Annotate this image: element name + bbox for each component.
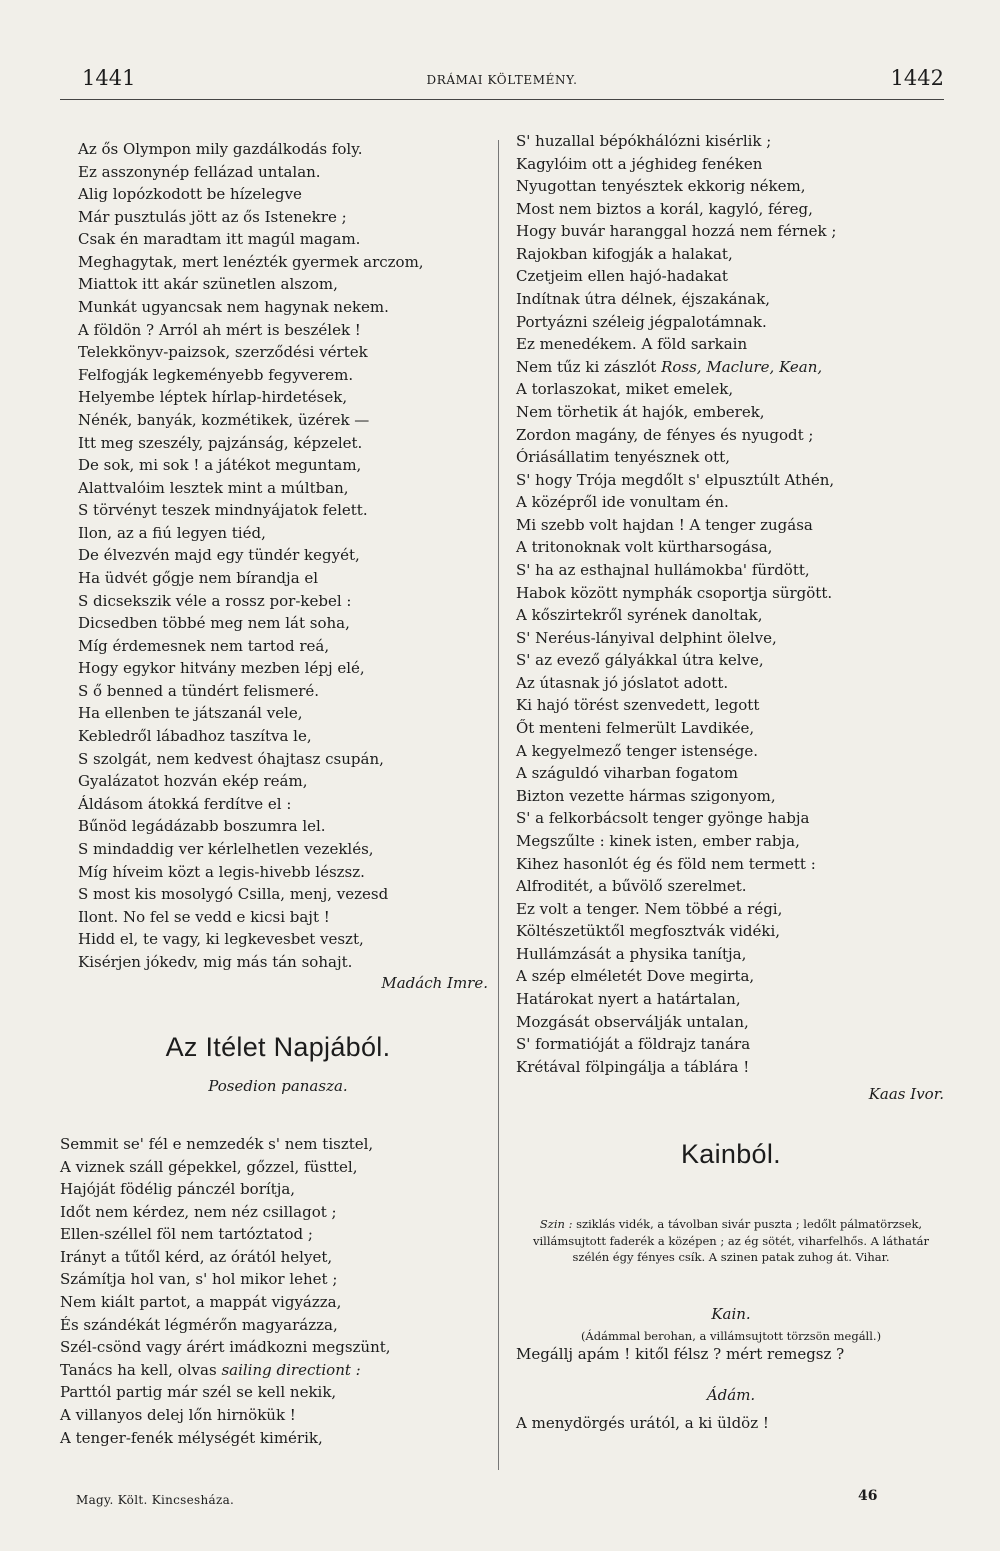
poem-line-text: Bűnöd legádázabb boszumra lel. bbox=[78, 817, 326, 836]
poem-line bbox=[60, 1268, 490, 1291]
poem-line-text: Kihez hasonlót ég és föld nem termett : bbox=[516, 854, 816, 873]
poem-line bbox=[60, 1381, 490, 1404]
poem-line-text: Nem törhetik át hajók, emberek, bbox=[516, 402, 765, 421]
poem-line bbox=[516, 130, 946, 153]
poem-line-text: S törvényt teszek mindnyájatok felett. bbox=[78, 501, 368, 520]
poem-line-text: Hidd el, te vagy, ki legkevesbet veszt, bbox=[78, 930, 364, 949]
poem-line bbox=[516, 898, 946, 921]
poem-line-text: Szél-csönd vagy árért imádkozni megszünt, bbox=[60, 1338, 391, 1357]
poem-line bbox=[516, 288, 946, 311]
poem-line bbox=[78, 409, 488, 432]
poem-line bbox=[78, 138, 488, 161]
poem-line bbox=[78, 161, 488, 184]
poem-line bbox=[78, 273, 488, 296]
poem-line-text: A tritonoknak volt kürtharsogása, bbox=[516, 538, 773, 557]
poem-line-text: Alfroditét, a bűvölő szerelmet. bbox=[516, 877, 747, 896]
poem-line-text: Hogy egykor hitvány mezben lépj elé, bbox=[78, 659, 365, 678]
poem-line-text: S' huzallal bépókhálózni kisérlik ; bbox=[516, 132, 772, 150]
poem-line-text: Az ős Olympon mily gazdálkodás foly. bbox=[78, 140, 363, 158]
poem-line bbox=[516, 920, 946, 943]
poem-line-text: Kagylóim ott a jéghideg fenéken bbox=[516, 154, 763, 173]
poem-line bbox=[516, 514, 946, 537]
poem-line bbox=[78, 612, 488, 635]
poem-line-text: Csak én maradtam itt magúl magam. bbox=[78, 230, 361, 249]
poem-line-text: Határokat nyert a határtalan, bbox=[516, 989, 741, 1008]
poem-line-text: Ha ellenben te játszanál vele, bbox=[78, 704, 303, 723]
poem-line-text: Czetjeim ellen hajó-hadakat bbox=[516, 267, 728, 286]
poem-line-text: Őt menteni felmerült Lavdikée, bbox=[516, 719, 755, 738]
poem-line-text: S' Neréus-lányival delphint ölelve, bbox=[516, 628, 777, 647]
poem-line bbox=[516, 243, 946, 266]
poem-line-text: Mozgását observálják untalan, bbox=[516, 1012, 749, 1031]
poem-line bbox=[516, 807, 946, 830]
poem-line-text: S' az evező gályákkal útra kelve, bbox=[516, 651, 764, 670]
poem-line-text: S' ha az esthajnal hullámokba' fürdött, bbox=[516, 560, 810, 579]
poem-line bbox=[516, 988, 946, 1011]
signature-kaas: Kaas Ivor. bbox=[868, 1085, 944, 1104]
poem-line bbox=[78, 386, 488, 409]
poem-line bbox=[78, 635, 488, 658]
poem-line bbox=[78, 432, 488, 455]
poem-line-text: A kegyelmező tenger istensége. bbox=[516, 741, 758, 760]
poem-line-text: Költészetüktől megfosztvák vidéki, bbox=[516, 922, 781, 941]
poem-line-text: De élvezvén majd egy tündér kegyét, bbox=[78, 546, 360, 565]
running-title: DRÁMAI KÖLTEMÉNY. bbox=[426, 73, 578, 87]
italic-phrase: sailing directiont : bbox=[221, 1360, 361, 1379]
poem-line-text: Meghagytak, mert lenézték gyermek arczom, bbox=[78, 252, 424, 271]
poem-line-text: Az útasnak jó jóslatot adott. bbox=[516, 673, 729, 692]
poem-line-text: Nem kiált partot, a mappát vigyázza, bbox=[60, 1293, 342, 1312]
poem-line-text: Ilon, az a fiú legyen tiéd, bbox=[78, 523, 266, 542]
poem-line-text: S dicsekszik véle a rossz por-kebel : bbox=[78, 591, 352, 610]
poem-line-text: Habok között nymphák csoportja sürgött. bbox=[516, 583, 833, 602]
poem-line bbox=[60, 1427, 490, 1450]
poem-line bbox=[516, 830, 946, 853]
poem-line bbox=[78, 815, 488, 838]
poem-line bbox=[516, 378, 946, 401]
poem-line-text: Áldásom átokká ferdítve el : bbox=[78, 794, 292, 813]
poem-line bbox=[516, 627, 946, 650]
poem-line-text: S mindaddig ver kérlelhetlen vezeklés, bbox=[78, 839, 374, 858]
poem-line bbox=[60, 1246, 490, 1269]
poem-line bbox=[516, 694, 946, 717]
left-column bbox=[78, 138, 488, 1095]
poem-line bbox=[78, 454, 488, 477]
poem-line-text: A villanyos delej lőn hirnökük ! bbox=[60, 1405, 296, 1424]
poem-line-text: De sok, mi sok ! a játékot meguntam, bbox=[78, 456, 362, 475]
poem-line-text: Nyugottan tenyésztek ekkorig nékem, bbox=[516, 177, 806, 196]
poem-line-text: Zordon magány, de fényes és nyugodt ; bbox=[516, 425, 814, 444]
scene-text: sziklás vidék, a távolban sivár puszta ; ledőlt pálmatörzsek, villámsujtott faderék a középen ; az ég sötét, viharfelhős. A láthatár szélén égy fényes csík. A szinen patak zuhog át. Vihar. bbox=[533, 1217, 929, 1264]
poem-line bbox=[516, 1056, 946, 1079]
poem-line-text: Gyalázatot hozván ekép reám, bbox=[78, 772, 308, 791]
poem-line bbox=[78, 770, 488, 793]
poem-line-text: Míg híveim közt a legis-hivebb lészsz. bbox=[78, 862, 365, 881]
poem-line bbox=[78, 319, 488, 342]
poem-line-text: Munkát ugyancsak nem hagynak nekem. bbox=[78, 298, 389, 317]
poem-line-text: A száguldó viharban fogatom bbox=[516, 764, 739, 783]
page-number-left: 1441 bbox=[82, 66, 136, 90]
poem-line bbox=[60, 1178, 490, 1201]
poseidon-poem-right bbox=[516, 130, 946, 1078]
poem-line bbox=[516, 265, 946, 288]
poem-line-text: Míg érdemesnek nem tartod reá, bbox=[78, 636, 330, 655]
poem-line bbox=[60, 1404, 490, 1427]
poem-line-text: S most kis mosolygó Csilla, menj, vezesd bbox=[78, 885, 389, 904]
poem-line-text: Ki hajó törést szenvedett, legott bbox=[516, 696, 760, 715]
poem-line bbox=[78, 206, 488, 229]
poem-line bbox=[78, 522, 488, 545]
poem-line bbox=[516, 401, 946, 424]
signature-madach: Madách Imre. bbox=[381, 974, 488, 993]
poem-line bbox=[516, 875, 946, 898]
poem-line-text: Ez asszonynép fellázad untalan. bbox=[78, 162, 321, 181]
poem-line-text: Parttól partig már szél se kell nekik, bbox=[60, 1383, 337, 1402]
poem-line bbox=[516, 785, 946, 808]
scene-label: Szin : bbox=[539, 1217, 573, 1231]
section-subtitle-posedion: Posedion panasza. bbox=[208, 1077, 348, 1096]
kain-line: Megállj apám ! kitől félsz ? mért remegsz ? bbox=[516, 1345, 845, 1363]
poem-line-text: Időt nem kérdez, nem néz csillagot ; bbox=[60, 1202, 337, 1221]
poem-line-text: S' hogy Trója megdőlt s' elpusztúlt Athén, bbox=[516, 470, 835, 489]
poem-line bbox=[78, 296, 488, 319]
scene-description bbox=[516, 1216, 946, 1266]
poem-line bbox=[516, 311, 946, 334]
poem-line bbox=[78, 341, 488, 364]
poem-line-text: Dicsedben többé meg nem lát soha, bbox=[78, 614, 350, 633]
poem-line-text: Ez menedékem. A föld sarkain bbox=[516, 335, 748, 354]
poem-line bbox=[516, 198, 946, 221]
poem-line-text: Telekkönyv-paizsok, szerződési vértek bbox=[78, 343, 368, 362]
poem-line bbox=[516, 424, 946, 447]
poem-line-text: Krétával fölpingálja a táblára ! bbox=[516, 1057, 750, 1076]
poem-line-text: Bizton vezette hármas szigonyom, bbox=[516, 786, 776, 805]
poem-line bbox=[516, 1033, 946, 1056]
column-divider bbox=[498, 140, 499, 1470]
poem-line-text: S' a felkorbácsolt tenger gyönge habja bbox=[516, 809, 810, 828]
poem-line-text: Indítnak útra délnek, éjszakának, bbox=[516, 290, 771, 309]
poem-line bbox=[516, 175, 946, 198]
poem-line bbox=[516, 649, 946, 672]
poem-line-text: Irányt a tűtől kérd, az órától helyet, bbox=[60, 1247, 333, 1266]
poem-line bbox=[516, 762, 946, 785]
poem-line bbox=[78, 680, 488, 703]
poem-line-text: Hogy buvár haranggal hozzá nem férnek ; bbox=[516, 222, 837, 241]
poem-line-text: Tanács ha kell, olvas bbox=[60, 1360, 222, 1379]
italic-phrase: Ross, Maclure, Kean, bbox=[661, 357, 823, 376]
poem-line-text: Ilont. No fel se vedd e kicsi bajt ! bbox=[78, 907, 330, 926]
poem-line-text: Ellen-széllel föl nem tartóztatod ; bbox=[60, 1225, 313, 1244]
adam-line: A menydörgés urától, a ki üldöz ! bbox=[516, 1413, 769, 1432]
poem-line-text: A viznek száll gépekkel, gőzzel, füsttel, bbox=[60, 1157, 358, 1176]
poem-line bbox=[516, 717, 946, 740]
poem-line bbox=[78, 567, 488, 590]
poem-line bbox=[516, 1011, 946, 1034]
poem-line bbox=[516, 853, 946, 876]
poem-line-text: Semmit se' fél e nemzedék s' nem tisztel, bbox=[60, 1135, 374, 1153]
poem-line bbox=[60, 1336, 490, 1359]
poem-line bbox=[60, 1314, 490, 1337]
poem-line-text: Nem tűz ki zászlót bbox=[516, 357, 662, 376]
poem-line-text: Kebledről lábadhoz taszítva le, bbox=[78, 727, 312, 746]
poem-line-text: Portyázni széleig jégpalotámnak. bbox=[516, 312, 767, 331]
poem-line-text: S szolgát, nem kedvest óhajtasz csupán, bbox=[78, 749, 384, 768]
footer-source: Magy. Költ. Kincsesháza. bbox=[76, 1493, 235, 1507]
poem-line-text: Ez volt a tenger. Nem többé a régi, bbox=[516, 899, 783, 918]
poem-line-text: Alig lopózkodott be hízelegve bbox=[78, 185, 302, 204]
poem-line-text: Itt meg szeszély, pajzánság, képzelet. bbox=[78, 433, 363, 452]
poem-line bbox=[78, 702, 488, 725]
poem-line bbox=[78, 590, 488, 613]
speaker-kain: Kain. bbox=[711, 1305, 751, 1323]
poem-line bbox=[516, 220, 946, 243]
page-number-right: 1442 bbox=[890, 66, 944, 90]
poem-line bbox=[78, 251, 488, 274]
poem-line bbox=[78, 499, 488, 522]
poem-line-text: A földön ? Arról ah mért is beszélek ! bbox=[78, 320, 361, 339]
poem-line bbox=[78, 364, 488, 387]
poem-line bbox=[60, 1359, 490, 1382]
poem-line-text: A tenger-fenék mélységét kimérik, bbox=[60, 1428, 323, 1447]
poem-line-text: Óriásállatim tenyésznek ott, bbox=[516, 448, 730, 467]
poem-line bbox=[516, 446, 946, 469]
poem-line bbox=[60, 1133, 490, 1156]
page-header bbox=[60, 66, 944, 96]
poem-line-text: Mi szebb volt hajdan ! A tenger zugása bbox=[516, 515, 813, 534]
section-title-kain: Kainból. bbox=[681, 1139, 781, 1170]
poem-line-text: Rajokban kifogják a halakat, bbox=[516, 244, 733, 263]
poem-line-text: A torlaszokat, miket emelek, bbox=[516, 380, 734, 399]
poem-line-text: Már pusztulás jött az ős Istenekre ; bbox=[78, 207, 347, 226]
poem-line-text: Nénék, banyák, kozmétikek, üzérek — bbox=[78, 410, 370, 429]
poem-line bbox=[516, 965, 946, 988]
poem-line bbox=[60, 1201, 490, 1224]
poem-line-text: Számítja hol van, s' hol mikor lehet ; bbox=[60, 1270, 338, 1289]
right-column bbox=[516, 130, 946, 1170]
poem-line-text: S ő benned a tündért felismeré. bbox=[78, 681, 320, 700]
poem-line bbox=[78, 951, 488, 974]
poem-line bbox=[78, 544, 488, 567]
poem-line-text: A szép elméletét Dove megirta, bbox=[516, 967, 755, 986]
poem-line-text: Felfogják legkeményebb fegyverem. bbox=[78, 365, 354, 384]
poem-line-text: Ha üdvét gőgje nem bírandja el bbox=[78, 568, 319, 587]
speaker-adam: Ádám. bbox=[706, 1385, 756, 1404]
poem-line bbox=[78, 228, 488, 251]
poem-line-text: Miattok itt akár szünetlen alszom, bbox=[78, 275, 338, 294]
kain-dialogue bbox=[516, 1305, 946, 1434]
poem-line bbox=[60, 1156, 490, 1179]
poem-line bbox=[516, 333, 946, 356]
poem-line-text: A középről ide vonultam én. bbox=[516, 493, 729, 512]
poem-line-text: Kisérjen jókedv, mig más tán sohajt. bbox=[78, 952, 353, 971]
poem-line-text: És szándékát légmérőn magyarázza, bbox=[60, 1315, 338, 1334]
poem-line bbox=[516, 943, 946, 966]
poem-line bbox=[516, 491, 946, 514]
poem-line bbox=[78, 883, 488, 906]
poem-line bbox=[516, 672, 946, 695]
poem-line bbox=[78, 657, 488, 680]
poem-line bbox=[516, 559, 946, 582]
poem-line-text: S' formatióját a földrajz tanára bbox=[516, 1035, 751, 1054]
poem-line bbox=[516, 740, 946, 763]
poem-line bbox=[78, 477, 488, 500]
poem-line-text: Helyembe léptek hírlap-hirdetések, bbox=[78, 388, 348, 407]
footer-number: 46 bbox=[858, 1488, 878, 1504]
madach-poem bbox=[78, 138, 488, 973]
poem-line bbox=[78, 793, 488, 816]
section-title-itelet: Az Itélet Napjából. bbox=[165, 1032, 391, 1063]
poseidon-poem-left bbox=[60, 1133, 490, 1449]
poem-line-text: Alattvalóim lesztek mint a múltban, bbox=[78, 478, 349, 497]
poem-line-text: Megszűlte : kinek isten, ember rabja, bbox=[516, 831, 800, 850]
poem-line bbox=[516, 153, 946, 176]
poem-line bbox=[78, 838, 488, 861]
header-rule bbox=[60, 99, 944, 100]
poem-line bbox=[60, 1223, 490, 1246]
poem-line bbox=[78, 861, 488, 884]
poem-line bbox=[516, 604, 946, 627]
poem-line-text: Hajóját födélig pánczél borítja, bbox=[60, 1180, 296, 1199]
poem-line bbox=[516, 582, 946, 605]
poem-line-text: A kőszirtekről syrének danoltak, bbox=[516, 606, 763, 625]
poem-line bbox=[516, 536, 946, 559]
poem-line bbox=[516, 469, 946, 492]
poem-line bbox=[78, 906, 488, 929]
poem-line-text: Most nem biztos a korál, kagyló, féreg, bbox=[516, 199, 813, 218]
poem-line bbox=[60, 1291, 490, 1314]
poem-line bbox=[516, 356, 946, 379]
stage-direction: (Ádámmal berohan, a villámsujtott törzsön megáll.) bbox=[580, 1329, 882, 1343]
poem-line-text: Hullámzását a physika tanítja, bbox=[516, 944, 747, 963]
poem-line bbox=[78, 748, 488, 771]
poem-line bbox=[78, 725, 488, 748]
poem-line bbox=[78, 928, 488, 951]
poem-line bbox=[78, 183, 488, 206]
